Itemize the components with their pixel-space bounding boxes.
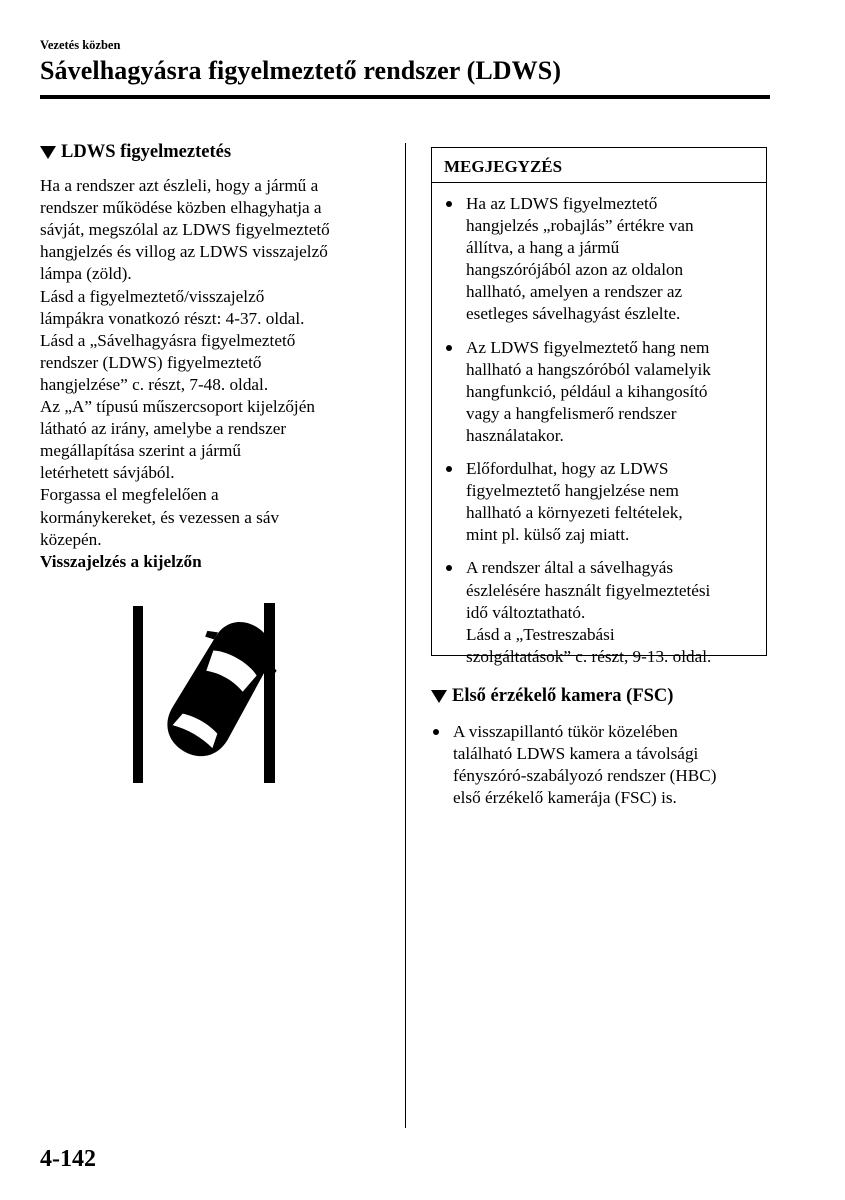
- text-line: észlelésére használt figyelmeztetési: [466, 580, 711, 600]
- text-line: rendszer működése közben elhagyhatja a: [40, 198, 322, 218]
- ldws-warning-body: [40, 175, 385, 551]
- text-line: látható az irány, amelybe a rendszer: [40, 419, 287, 439]
- triangle-marker-icon: [431, 690, 447, 703]
- bullet-icon: [446, 345, 452, 351]
- text-line: Az „A” típusú műszercsoport kijelzőjén: [40, 397, 315, 417]
- text-line: Az LDWS figyelmeztető hang nem: [466, 337, 710, 357]
- right-lane-line: [264, 603, 275, 783]
- bullet-icon: [433, 729, 439, 735]
- text-line: fényszóró-szabályozó rendszer (HBC): [453, 766, 717, 786]
- text-line: sávját, megszólal az LDWS figyelmeztető: [40, 220, 330, 240]
- note-box: [431, 147, 767, 666]
- text-line: hangjelzés és villog az LDWS visszajelző: [40, 242, 328, 262]
- fsc-heading: [431, 685, 771, 707]
- text-line: A visszapillantó tükör közelében: [453, 722, 678, 742]
- text-line: található LDWS kamera a távolsági: [453, 744, 699, 764]
- text-line: letérhetett sávjából.: [40, 463, 175, 483]
- text-line: vagy a hangfelismerő rendszer: [466, 403, 677, 423]
- bullet-icon: [446, 466, 452, 472]
- text-line: állítva, a hang a jármű: [466, 238, 620, 258]
- title-rule: [40, 95, 770, 99]
- text-line: Ha a rendszer azt észleli, hogy a jármű a: [40, 176, 319, 196]
- text-line: első érzékelő kamerája (FSC) is.: [453, 788, 677, 808]
- fsc-heading-text: Első érzékelő kamera (FSC): [452, 686, 674, 706]
- text-line: mint pl. külső zaj miatt.: [466, 525, 630, 545]
- page-number: 4-142: [40, 1146, 96, 1172]
- car-shape: [149, 607, 282, 772]
- text-line: Lásd a figyelmeztető/visszajelző: [40, 286, 265, 306]
- ldws-warning-section: [40, 141, 385, 573]
- bullet-icon: [446, 565, 452, 571]
- bullet-icon: [446, 201, 452, 207]
- text-line: lámpa (zöld).: [40, 264, 132, 284]
- note-item: [432, 337, 766, 447]
- text-line: lámpákra vonatkozó részt: 4-37. oldal.: [40, 308, 305, 328]
- triangle-marker-icon: [40, 146, 56, 159]
- text-line: Forgassa el megfelelően a: [40, 485, 219, 505]
- text-line: figyelmeztető hangjelzése nem: [466, 481, 679, 501]
- text-line: használatakor.: [466, 425, 564, 445]
- display-indication-subheading: Visszajelzés a kijelzőn: [40, 551, 202, 571]
- text-line: hangszórójából azon az oldalon: [466, 260, 684, 280]
- ldws-warning-heading: [40, 141, 385, 163]
- note-item: [432, 193, 766, 326]
- text-line: rendszer (LDWS) figyelmeztető: [40, 352, 262, 372]
- text-line: Ha az LDWS figyelmeztető: [466, 194, 658, 213]
- car-lane-departure-icon: [132, 603, 282, 783]
- text-line: esetleges sávelhagyást észlelte.: [466, 304, 681, 324]
- column-divider: [405, 143, 406, 1128]
- note-list: [432, 183, 766, 668]
- text-line: Előfordulhat, hogy az LDWS: [466, 459, 669, 479]
- text-line: idő változtatható.: [466, 602, 586, 622]
- note-title: MEGJEGYZÉS: [432, 148, 766, 183]
- left-lane-line: [133, 606, 143, 783]
- note-item: [432, 458, 766, 546]
- fsc-section: [431, 685, 771, 809]
- text-line: megállapítása szerint a jármű: [40, 441, 241, 461]
- ldws-warning-heading-text: LDWS figyelmeztetés: [61, 142, 232, 162]
- fsc-list-item: [431, 721, 771, 809]
- section-label: Vezetés közben: [40, 38, 121, 52]
- text-line: hangjelzése” c. részt, 7-48. oldal.: [40, 374, 269, 394]
- text-line: A rendszer által a sávelhagyás: [466, 558, 674, 578]
- text-line: Lásd a „Sávelhagyásra figyelmeztető: [40, 330, 296, 350]
- text-line: hangfunkció, például a kihangosító: [466, 381, 708, 401]
- text-line: hallható a hangszóróból valamelyik: [466, 359, 711, 379]
- text-line: Lásd a „Testreszabási: [466, 624, 615, 644]
- text-line: kormánykereket, és vezessen a sáv: [40, 507, 280, 527]
- text-line: közepén.: [40, 529, 102, 549]
- text-line: szolgáltatások” c. részt, 9-13. oldal.: [466, 646, 712, 666]
- note-item: [432, 557, 766, 667]
- page-title: Sávelhagyásra figyelmeztető rendszer (LDWS): [40, 56, 562, 85]
- text-line: hangjelzés „robajlás” értékre van: [466, 216, 694, 236]
- text-line: hallható, amelyen a rendszer az: [466, 282, 683, 302]
- text-line: hallható a környezeti feltételek,: [466, 503, 683, 523]
